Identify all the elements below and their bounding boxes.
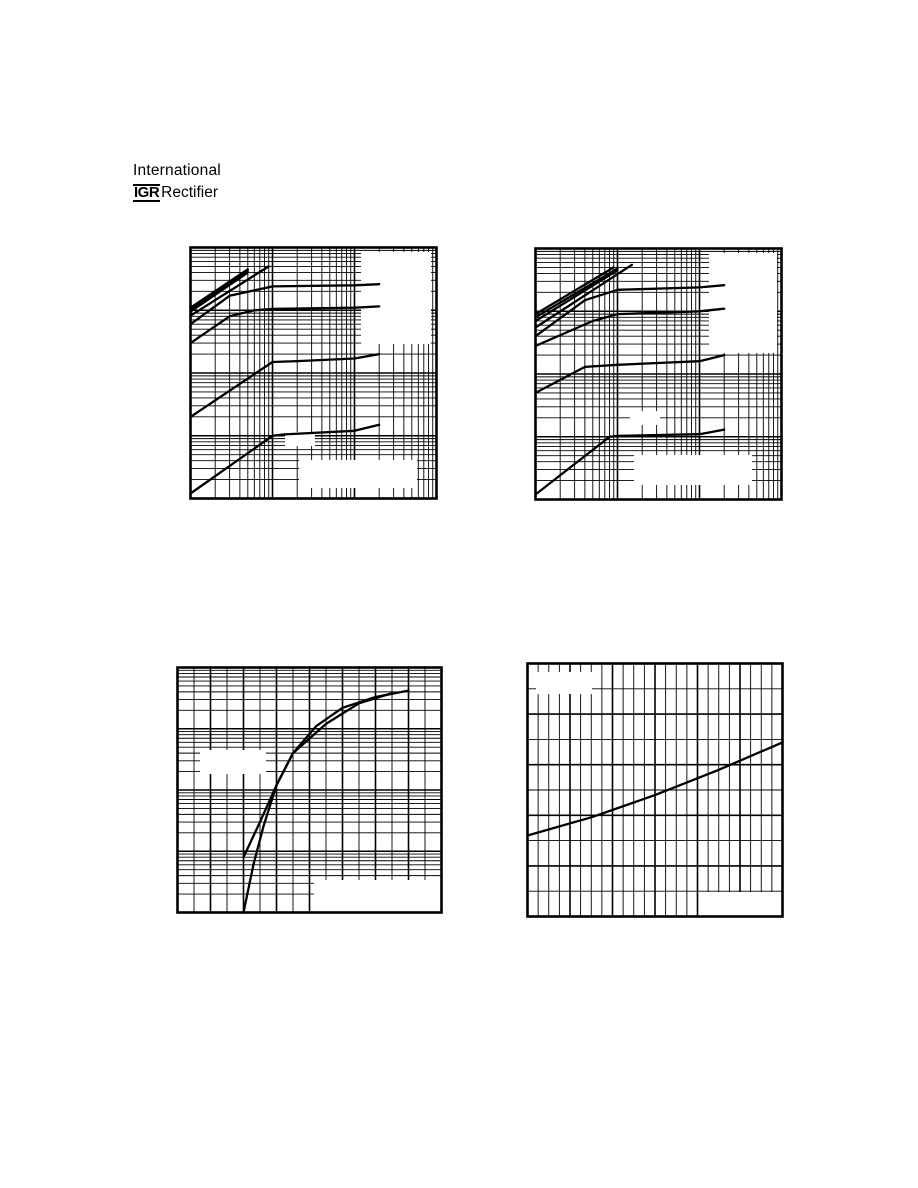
company-name-word: Rectifier — [161, 184, 219, 201]
company-logo — [133, 162, 243, 206]
chart-2 — [534, 247, 783, 501]
chart-4 — [526, 662, 784, 918]
label-block — [361, 252, 431, 344]
chart-3 — [176, 666, 443, 914]
company-name-line1: International — [133, 162, 221, 179]
label-block — [200, 750, 266, 774]
label-block — [536, 672, 592, 694]
label-block — [634, 455, 752, 485]
label-block — [299, 460, 417, 488]
company-name-line2 — [133, 184, 218, 204]
label-block — [314, 880, 442, 912]
label-block — [709, 253, 777, 353]
company-logo-mark: IGR — [134, 184, 160, 201]
label-block — [630, 411, 660, 425]
series-line-1 — [191, 269, 248, 307]
label-block — [702, 892, 782, 916]
series-line-3 — [191, 273, 248, 312]
chart-1 — [189, 246, 438, 500]
